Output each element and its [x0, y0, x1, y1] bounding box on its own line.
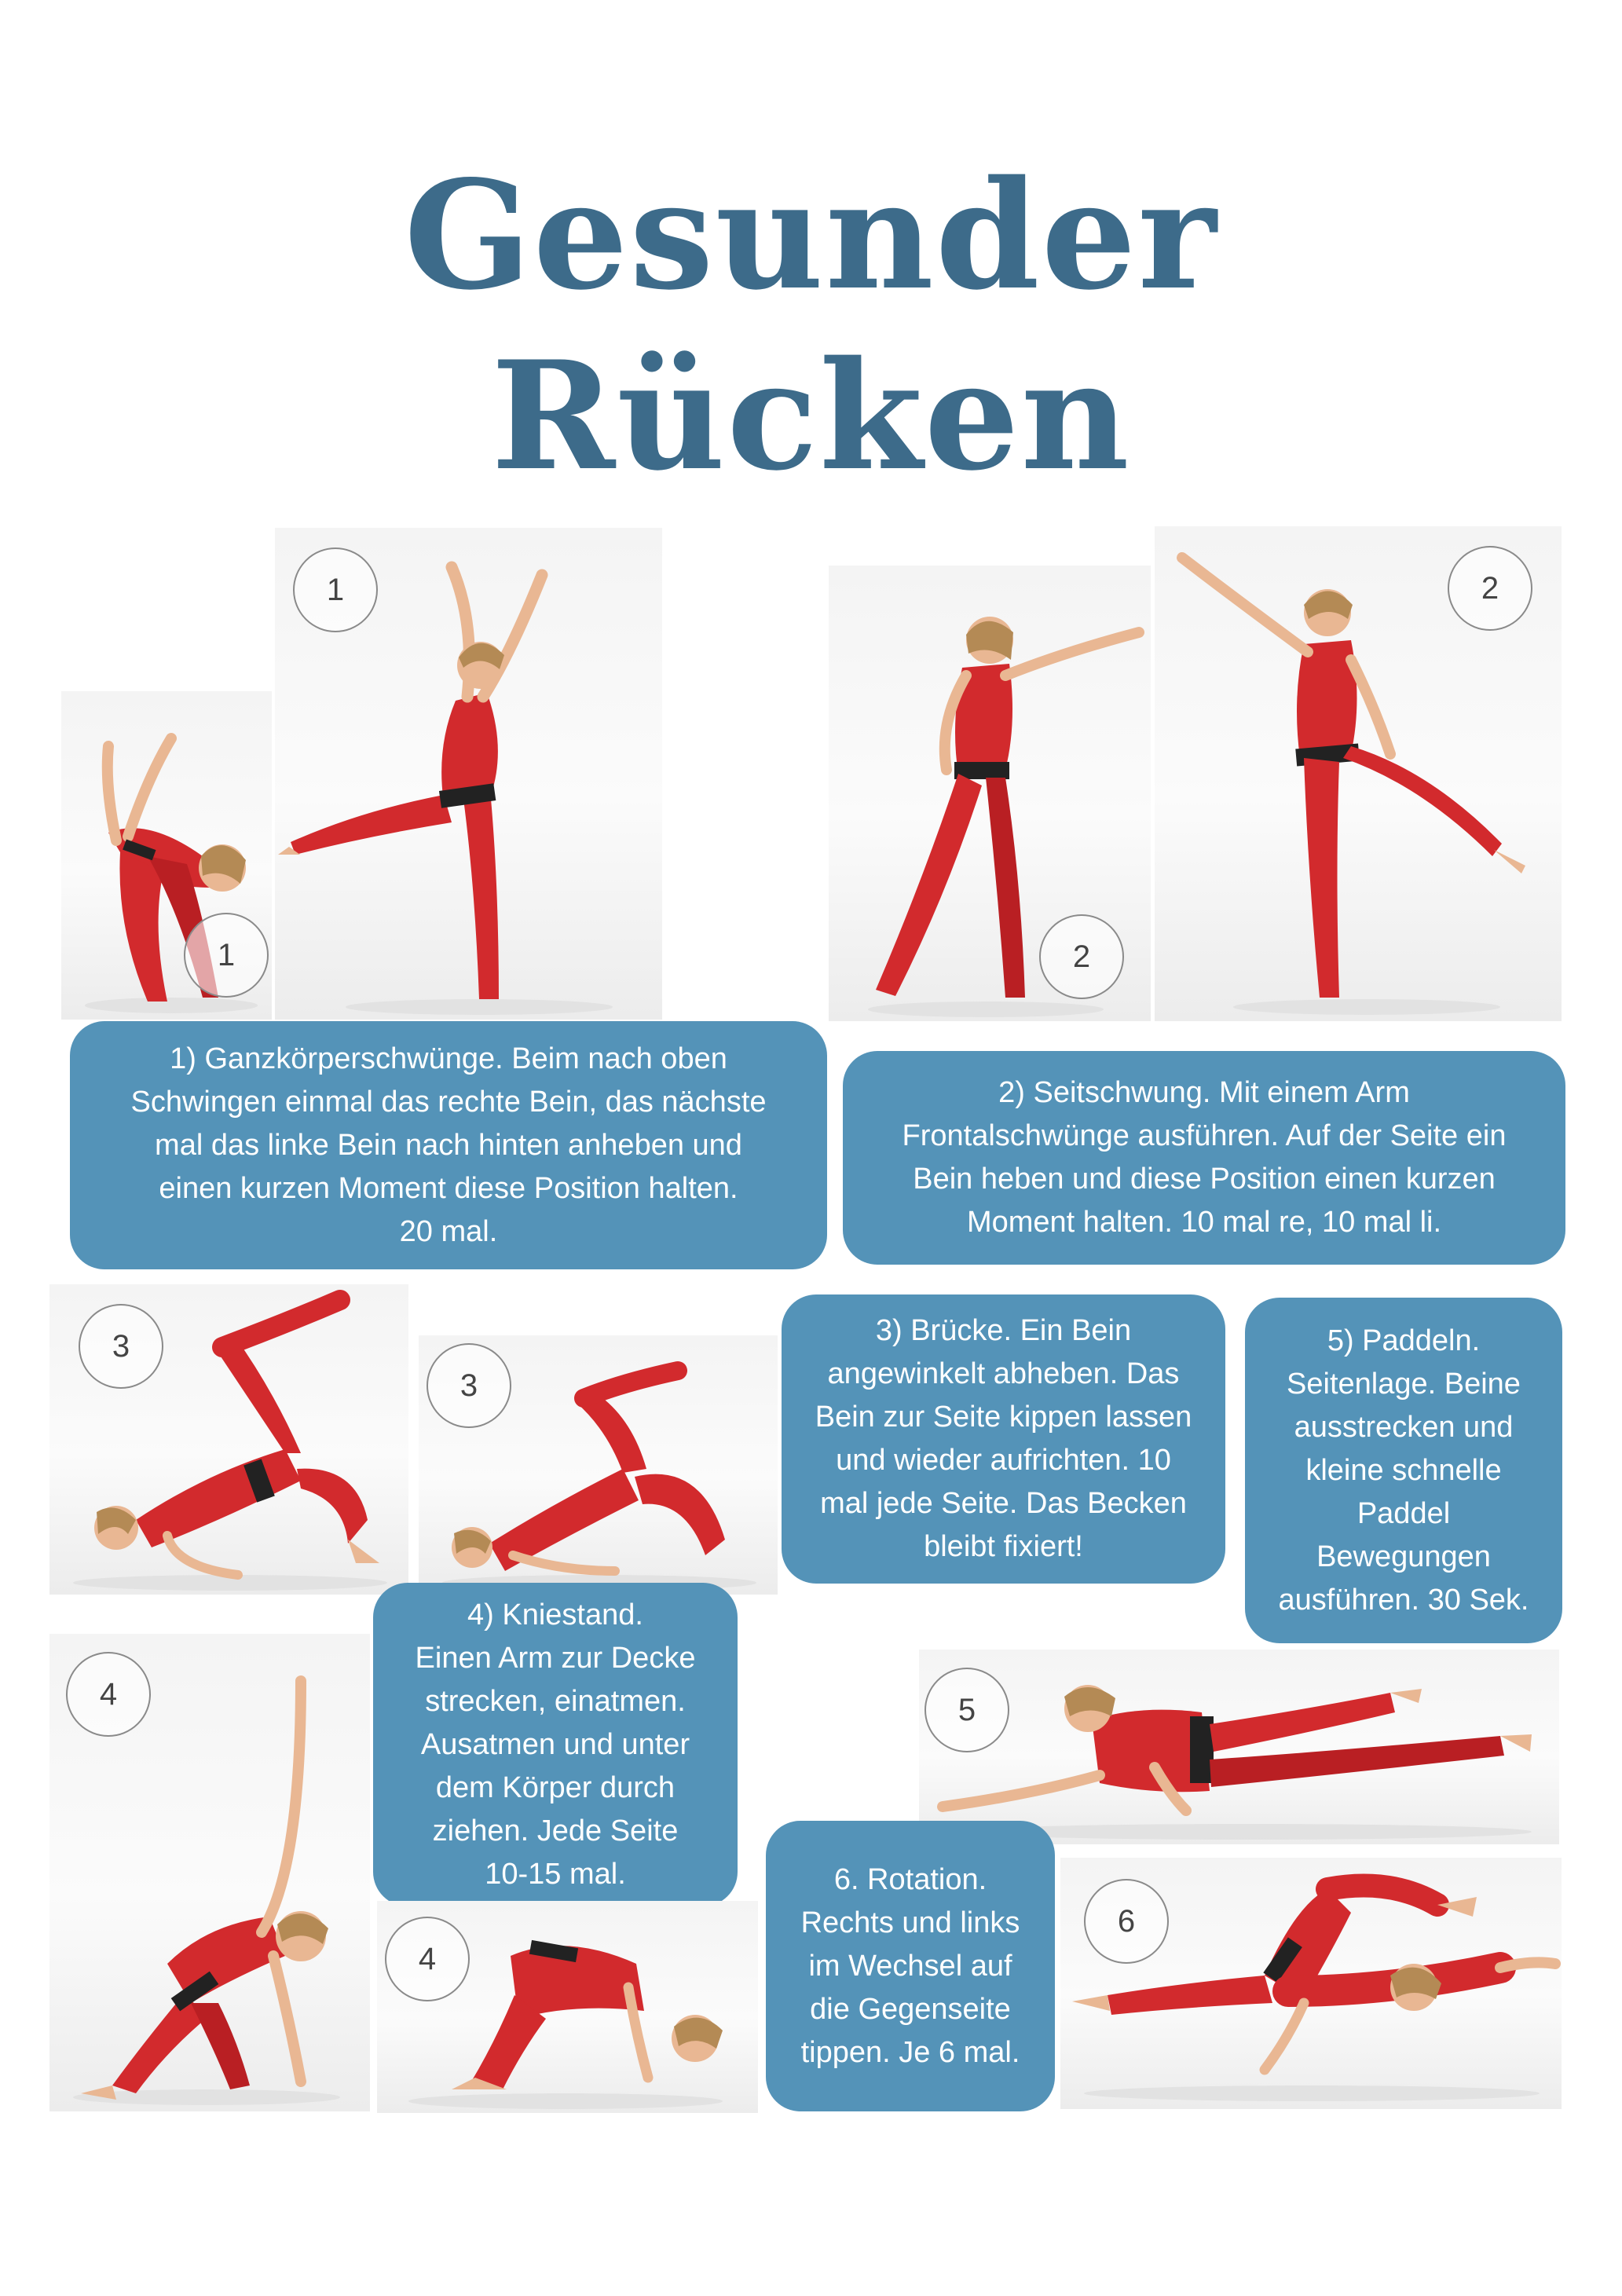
exercise-3-badge-b: 3: [427, 1343, 511, 1428]
exercise-1-badge-a: 1: [184, 913, 269, 998]
exercise-1-caption: 1) Ganzkörperschwünge. Beim nach oben Schwingen einmal das rechte Bein, das nächste mal das linke Bein nach hinten anheben und einen kurzen Moment diese Position halten. 20 mal.: [70, 1021, 827, 1269]
exercise-2-badge-b: 2: [1448, 546, 1532, 631]
exercise-5-caption: 5) Paddeln. Seitenlage. Beine ausstrecken und kleine schnelle Paddel Bewegungen ausführen. 30 Sek.: [1245, 1298, 1562, 1643]
exercise-5-photo: [919, 1650, 1559, 1844]
exercise-4-caption: 4) Kniestand. Einen Arm zur Decke strecken, einatmen. Ausatmen und unter dem Körper durch ziehen. Jede Seite 10-15 mal.: [373, 1583, 738, 1906]
exercise-4-badge-a: 4: [66, 1652, 151, 1737]
exercise-3-caption: 3) Brücke. Ein Bein angewinkelt abheben. Das Bein zur Seite kippen lassen und wieder aufrichten. 10 mal jede Seite. Das Becken bleibt fixiert!: [782, 1294, 1225, 1584]
exercise-2-caption: 2) Seitschwung. Mit einem Arm Frontalschwünge ausführen. Auf der Seite ein Bein heben und diese Position einen kurzen Moment halten. 10 mal re, 10 mal li.: [843, 1051, 1565, 1265]
exercise-2-badge-a: 2: [1039, 914, 1124, 999]
page-title-line-2: Rücken: [491, 328, 1131, 504]
exercise-1-badge-b: 1: [293, 547, 378, 632]
exercise-3-badge-a: 3: [79, 1304, 163, 1389]
exercise-4-badge-b: 4: [385, 1917, 470, 2001]
exercise-6-caption: 6. Rotation. Rechts und links im Wechsel auf die Gegenseite tippen. Je 6 mal.: [766, 1821, 1055, 2111]
exercise-5-badge: 5: [925, 1668, 1009, 1752]
exercise-6-badge: 6: [1084, 1879, 1169, 1964]
page-title-line-1: Gesunder: [404, 148, 1218, 323]
